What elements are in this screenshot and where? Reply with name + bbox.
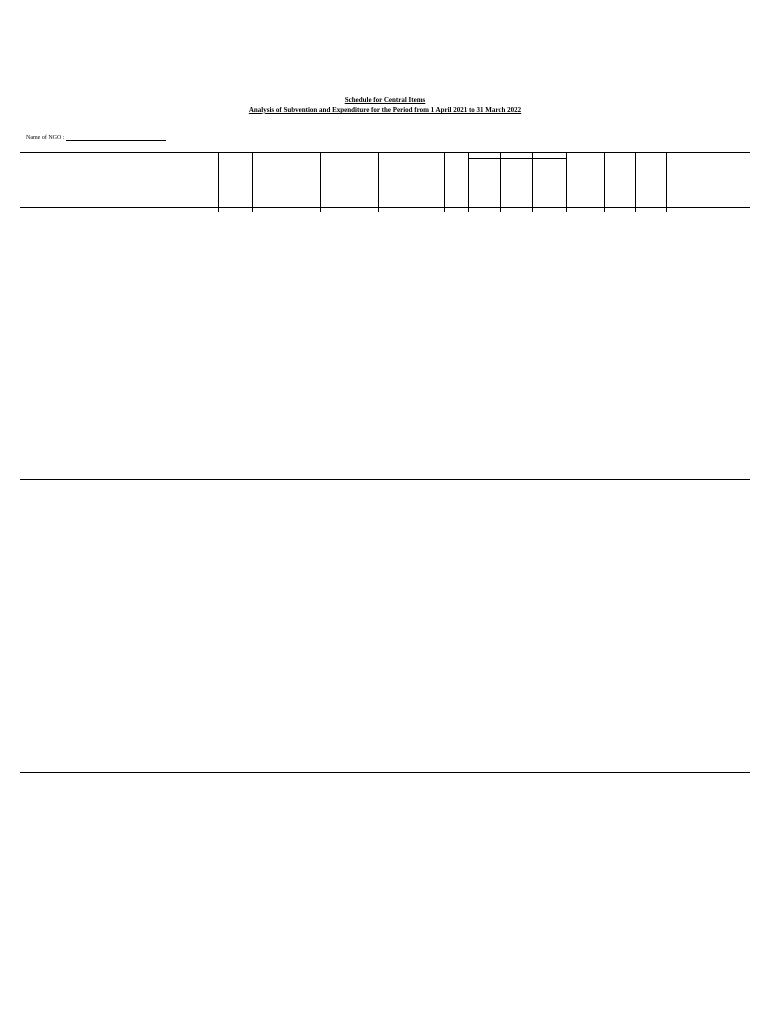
- schedule-subtitle: Analysis of Subvention and Expenditure for the Period from 1 April 2021 to 31 March 2022: [248, 106, 522, 114]
- ngo-name-line[interactable]: [66, 135, 166, 141]
- row-rule: [20, 479, 750, 480]
- column-rule: [468, 152, 469, 212]
- column-rule: [635, 152, 636, 212]
- column-rule: [500, 152, 501, 212]
- column-rule: [218, 152, 219, 212]
- deficit-group-rule: [468, 158, 566, 159]
- table-top-rule: [20, 152, 750, 153]
- column-rule: [378, 152, 379, 212]
- column-rule: [444, 152, 445, 212]
- column-rule: [566, 152, 567, 212]
- column-rule: [252, 152, 253, 212]
- row-rule: [20, 772, 750, 773]
- ngo-name-label: Name of NGO :: [26, 135, 66, 141]
- column-rule: [532, 152, 533, 212]
- column-rule: [604, 152, 605, 212]
- column-rule: [320, 152, 321, 212]
- column-rule: [666, 152, 667, 212]
- ngo-name-field[interactable]: [26, 135, 166, 141]
- header-bottom-rule: [20, 207, 750, 208]
- schedule-title: Schedule for Central Items: [344, 96, 426, 104]
